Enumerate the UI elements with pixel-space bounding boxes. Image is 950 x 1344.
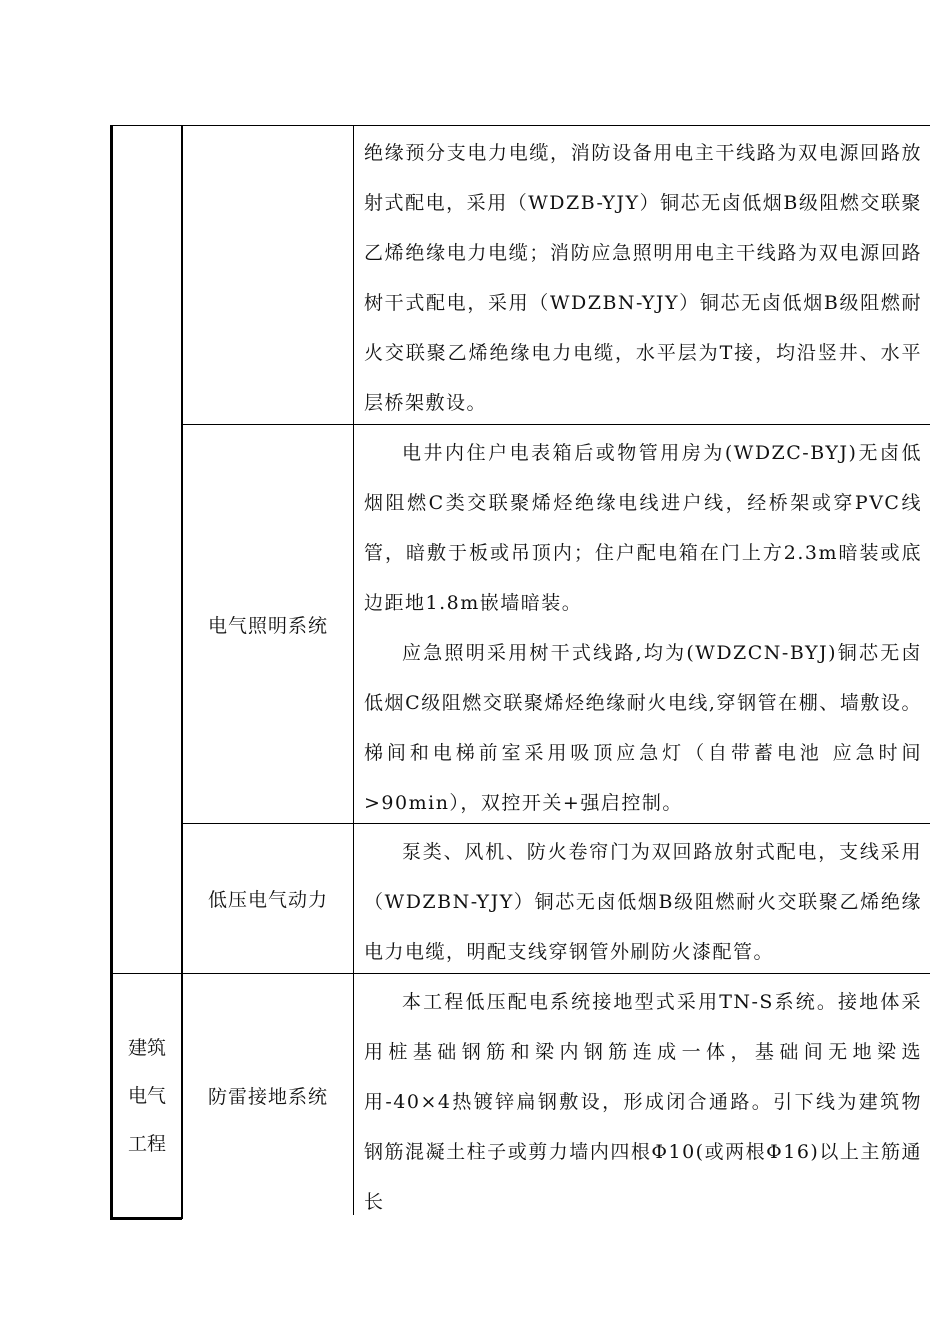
row2-paragraph-1: 电井内住户电表箱后或物管用房为(WDZC-BYJ)无卤低烟阻燃C类交联聚烯烃绝缘电线进户线，经桥架或穿PVC线管，暗敷于板或吊顶内；住户配电箱在门上方2.3m暗装或底边距地1.8m嵌墙暗装。 [364, 442, 922, 614]
category-cell [113, 974, 181, 1217]
category-line-2: 电气 [127, 1084, 166, 1107]
row4-label: 防雷接地系统 [207, 1086, 328, 1108]
row2-content [364, 428, 922, 823]
row4-text: 本工程低压配电系统接地型式采用TN-S系统。接地体采用桩基础钢筋和梁内钢筋连成一体，基础间无地梁选用-40×4热镀锌扁钢敷设，形成闭合通路。引下线为建筑物钢筋混凝土柱子或剪力墙内四根Φ10(或两根Φ16)以上主筋通长 [364, 991, 922, 1213]
table-top-border [110, 125, 930, 126]
spec-table [110, 125, 930, 1219]
row3-label: 低压电气动力 [207, 889, 328, 911]
row2-paragraph-2: 应急照明采用树干式线路,均为(WDZCN-BYJ)铜芯无卤低烟C级阻燃交联聚烯烃绝缘耐火电线,穿钢管在棚、墙敷设。梯间和电梯前室采用吸顶应急灯（自带蓄电池 应急时间>90min），双控开关+强启控制。 [364, 642, 922, 814]
row4-content [364, 977, 922, 1215]
row3-label-cell [183, 824, 353, 973]
category-line-1: 建筑 [127, 1036, 166, 1059]
row3-text: 泵类、风机、防火卷帘门为双回路放射式配电，支线采用（WDZBN-YJY）铜芯无卤低烟B级阻燃耐火交联聚乙烯绝缘电力电缆，明配支线穿钢管外刷防火漆配管。 [364, 841, 922, 963]
row1-text: 绝缘预分支电力电缆，消防设备用电主干线路为双电源回路放射式配电，采用（WDZB-YJY）铜芯无卤低烟B级阻燃交联聚乙烯绝缘电力电缆；消防应急照明用电主干线路为双电源回路树干式配电，采用（WDZBN-YJY）铜芯无卤低烟B级阻燃耐火交联聚乙烯绝缘电力电缆，水平层为T接，均沿竖井、水平层桥架敷设。 [364, 142, 922, 414]
column-divider-2 [353, 125, 354, 1215]
row2-label: 电气照明系统 [207, 614, 328, 637]
table-bottom-border [110, 1217, 182, 1220]
row3-content [364, 827, 922, 973]
row4-label-cell [183, 974, 353, 1217]
row1-content [364, 128, 922, 424]
category-line-3: 工程 [127, 1132, 166, 1155]
row2-label-cell [183, 425, 353, 823]
